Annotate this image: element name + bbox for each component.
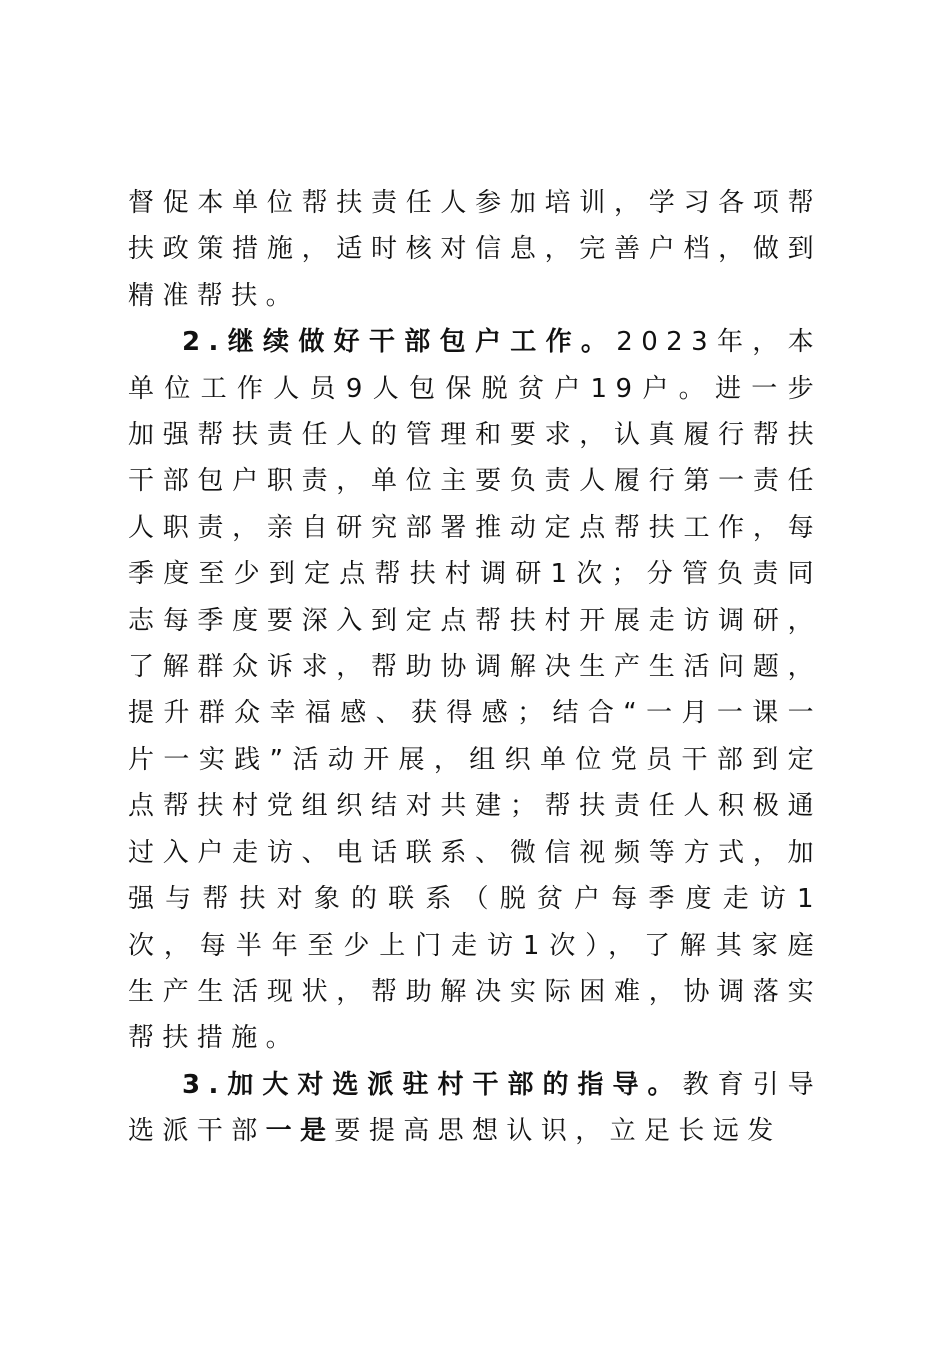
paragraph-2-heading: 2.继续做好干部包户工作。	[182, 327, 617, 358]
paragraph-1-text: 督促本单位帮扶责任人参加培训，学习各项帮扶政策措施，适时核对信息，完善户档，做到精准帮扶。	[128, 188, 822, 311]
paragraph-3-emphasis: 一是	[265, 1116, 335, 1147]
paragraph-3-body-end: 要提高思想认识，立足长远发	[334, 1116, 782, 1147]
paragraph-village-cadre-guidance	[128, 1062, 822, 1155]
paragraph-2-body: 2023年，本单位工作人员9人包保脱贫户19户。进一步加强帮扶责任人的管理和要求，认真履行帮扶干部包户职责，单位主要负责人履行第一责任人职责，亲自研究部署推动定点帮扶工作，每季度至少到定点帮扶村调研1次；分管负责同志每季度要深入到定点帮扶村开展走访调研，了解群众诉求，帮助协调解决生产生活问题，提升群众幸福感、获得感；结合“一月一课一片一实践”活动开展，组织单位党员干部到定点帮扶村党组织结对共建；帮扶责任人积极通过入户走访、电话联系、微信视频等方式，加强与帮扶对象的联系（脱贫户每季度走访1次，每半年至少上门走访1次），了解其家庭生产生活现状，帮助解决实际困难，协调落实帮扶措施。	[128, 327, 823, 1054]
document-body	[128, 180, 822, 1155]
paragraph-3-body-start: 教育引导选派干部	[128, 1069, 823, 1147]
paragraph-3-heading: 3.加大对选派驻村干部的指导。	[182, 1069, 683, 1100]
paragraph-continuation	[128, 180, 822, 319]
paragraph-cadre-household-work	[128, 319, 822, 1062]
